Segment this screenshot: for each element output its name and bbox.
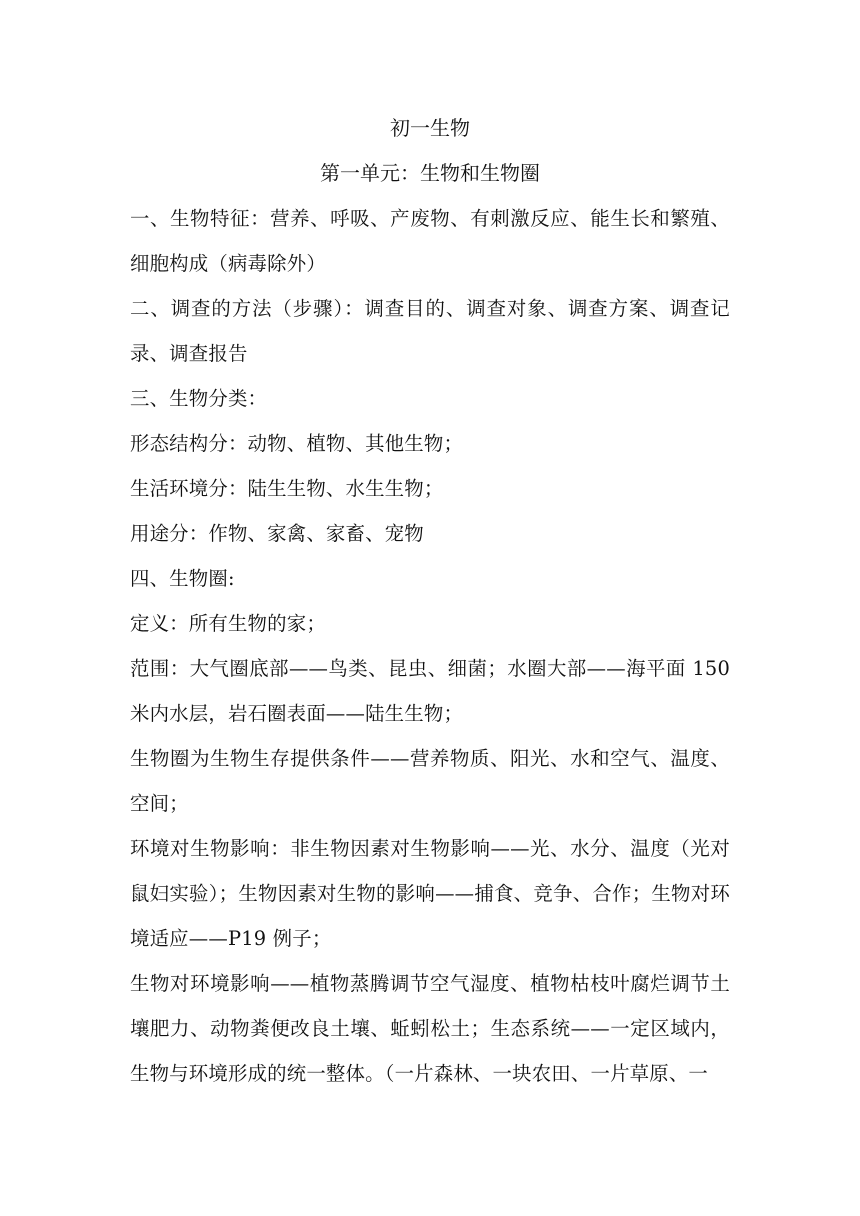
paragraph-characteristics: 一、生物特征：营养、呼吸、产废物、有刺激反应、能生长和繁殖、细胞构成（病毒除外） [130, 207, 730, 275]
paragraph-by-structure: 形态结构分：动物、植物、其他生物； [130, 432, 464, 455]
paragraph-organism-effects: 生物对环境影响——植物蒸腾调节空气湿度、植物枯枝叶腐烂调节土壤肥力、动物粪便改良土壤、蚯蚓松土；生态系统——一定区域内，生物与环境形成的统一整体。（一片森林、一块农田、一片草原、一 [130, 972, 730, 1085]
paragraph-survey-method: 二、调查的方法（步骤）：调查目的、调查对象、调查方案、调查记录、调查报告 [130, 297, 730, 365]
paragraph-biosphere-heading: 四、生物圈: [130, 567, 235, 590]
unit-heading: 第一单元：生物和生物圈 [320, 161, 540, 185]
paragraph-by-habitat: 生活环境分：陆生生物、水生生物； [130, 477, 444, 500]
paragraph-by-use: 用途分：作物、家禽、家畜、宠物 [130, 522, 424, 545]
paragraph-definition: 定义：所有生物的家； [130, 612, 326, 635]
paragraph-classification-heading: 三、生物分类： [130, 387, 268, 410]
document-body [130, 106, 730, 1096]
document-title: 初一生物 [390, 116, 470, 140]
paragraph-range: 范围：大气圈底部——鸟类、昆虫、细菌；水圈大部——海平面 150 米内水层，岩石圈表面——陆生生物； [130, 657, 730, 725]
paragraph-environment-effects: 环境对生物影响：非生物因素对生物影响——光、水分、温度（光对鼠妇实验）；生物因素对生物的影响——捕食、竞争、合作；生物对环境适应——P19 例子； [130, 837, 730, 950]
paragraph-conditions: 生物圈为生物生存提供条件——营养物质、阳光、水和空气、温度、空间； [130, 747, 730, 815]
